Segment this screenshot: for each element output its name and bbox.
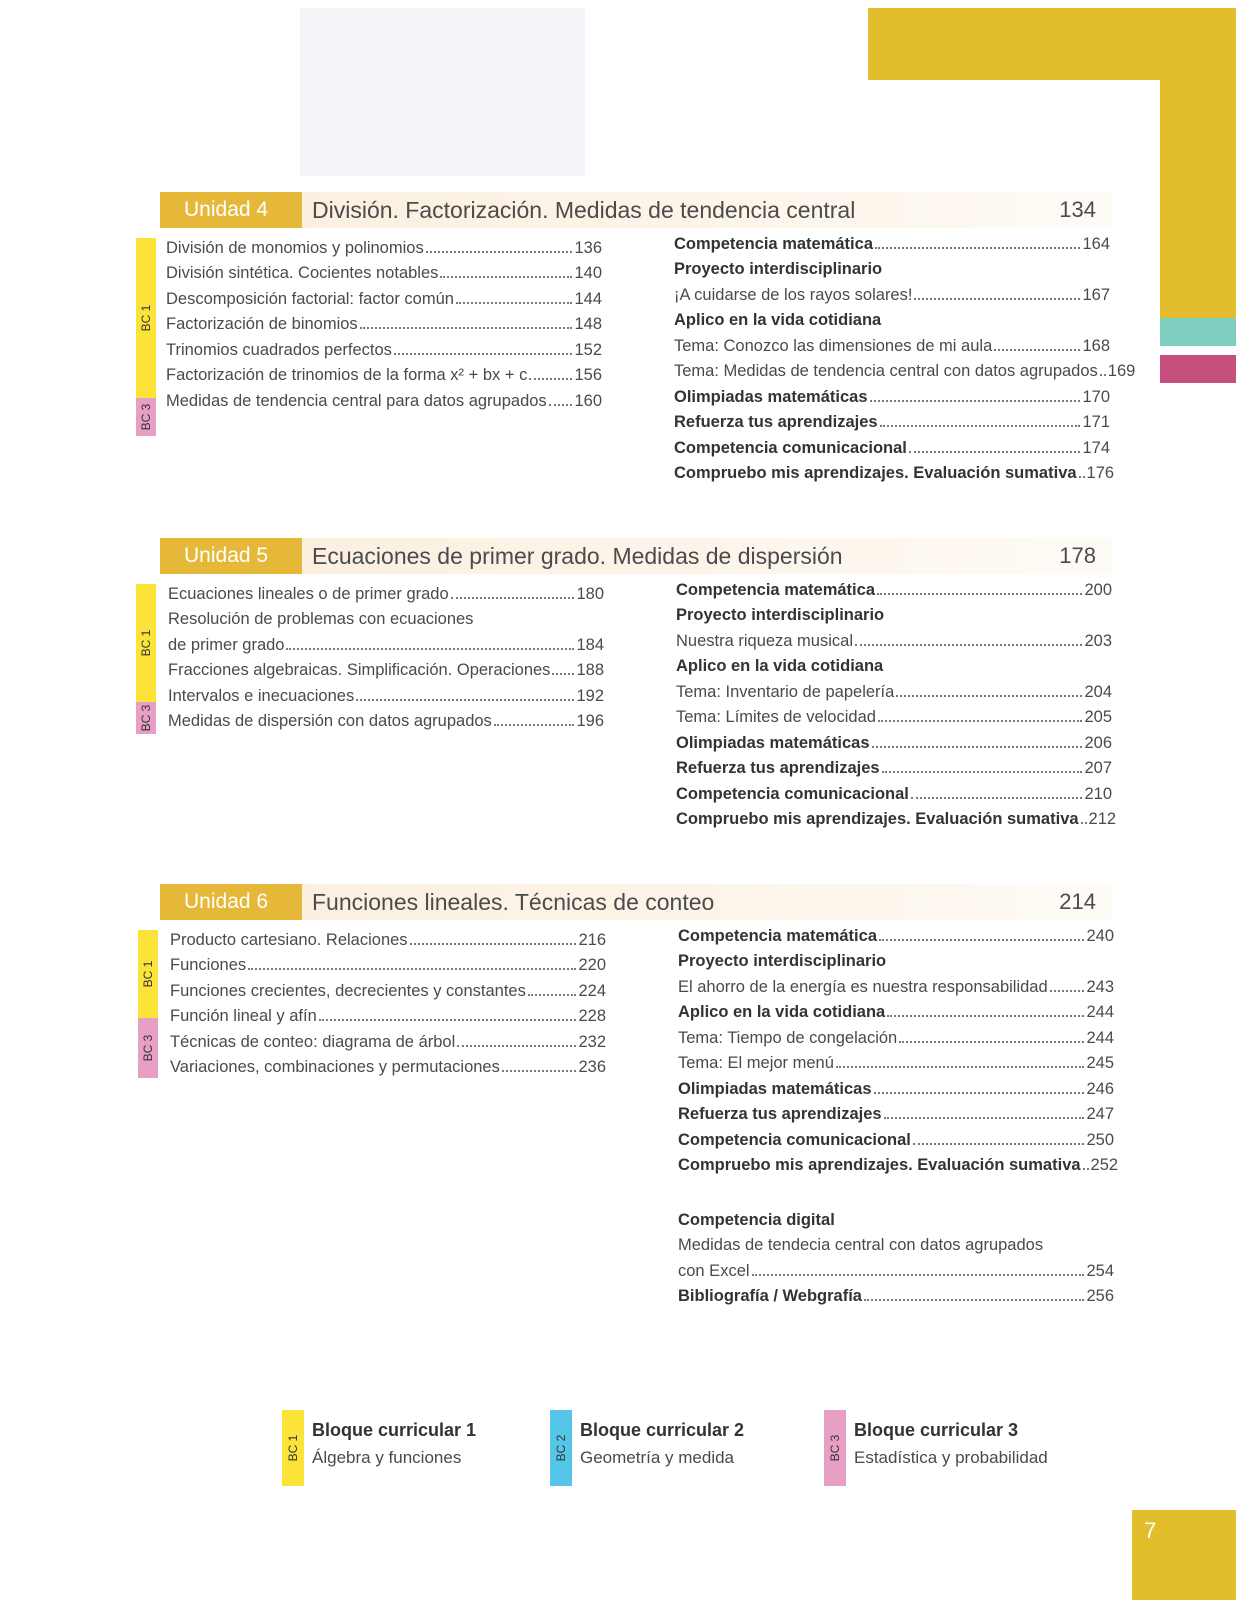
toc-heading: Proyecto interdisciplinario [676, 606, 885, 624]
legend-subtitle: Álgebra y funciones [312, 1448, 462, 1467]
toc-entry[interactable]: Trinomios cuadrados perfectos 152 [166, 340, 602, 359]
toc-entry[interactable]: Refuerza tus aprendizajes 207 [676, 759, 1112, 777]
bc1-marker: BC 1 [138, 930, 158, 1018]
toc-entry[interactable]: Compruebo mis aprendizajes. Evaluación sumativa 212 [676, 810, 1117, 828]
toc-entry[interactable]: Competencia comunicacional 174 [674, 438, 1110, 457]
toc-entry[interactable]: Olimpiadas matemáticas 246 [678, 1079, 1114, 1098]
toc-entry[interactable]: Tema: Límites de velocidad 205 [676, 708, 1112, 726]
toc-heading: Aplico en la vida cotidiana [676, 657, 884, 675]
toc-entry[interactable]: Tema: Tiempo de congelación 244 [678, 1028, 1114, 1047]
toc-entry[interactable]: Medidas de tendencia central para datos agrupados 160 [166, 391, 602, 410]
toc-entry[interactable]: Tema: Conozco las dimensiones de mi aula 168 [674, 336, 1110, 355]
toc-entry[interactable]: Intervalos e inecuaciones 192 [168, 686, 604, 705]
toc-entry[interactable]: Competencia matemática 164 [674, 234, 1110, 253]
unit-badge: Unidad 6 [160, 884, 302, 920]
unit-title: Ecuaciones de primer grado. Medidas de dispersión [312, 543, 843, 569]
toc-entry: Medidas de tendecia central con datos agrupados [678, 1236, 1044, 1254]
toc-entry[interactable]: División sintética. Cocientes notables 140 [166, 264, 602, 282]
legend-subtitle: Estadística y probabilidad [854, 1448, 1048, 1467]
unit-4-activities [674, 228, 1136, 483]
toc-entry[interactable]: Técnicas de conteo: diagrama de árbol 232 [170, 1032, 606, 1051]
background-panel [300, 8, 585, 176]
toc-entry[interactable]: Medidas de dispersión con datos agrupados 196 [168, 712, 604, 730]
bc3-marker: BC 3 [136, 702, 156, 734]
yellow-side-band [1160, 8, 1236, 320]
toc-entry[interactable]: Funciones crecientes, decrecientes y constantes 224 [170, 981, 606, 1000]
legend-title: Bloque curricular 3 [854, 1420, 1019, 1440]
unit-header [160, 192, 1112, 228]
toc-entry[interactable]: Competencia comunicacional 250 [678, 1130, 1114, 1149]
unit-5-topics [168, 578, 604, 731]
unit-header [160, 538, 1112, 574]
toc-heading: Competencia digital [678, 1210, 835, 1229]
teal-tab [1160, 318, 1236, 346]
unit-badge: Unidad 4 [160, 192, 302, 228]
bc2-swatch: BC 2 [550, 1410, 572, 1486]
toc-entry[interactable]: Nuestra riqueza musical 203 [676, 631, 1112, 650]
legend-title: Bloque curricular 2 [580, 1420, 745, 1440]
page-number: 7 [1144, 1518, 1157, 1543]
page-number-tab [1132, 1510, 1236, 1600]
unit-title: División. Factorización. Medidas de tendencia central [312, 197, 856, 223]
toc-entry[interactable]: Compruebo mis aprendizajes. Evaluación sumativa 252 [678, 1156, 1119, 1174]
unit-title: Funciones lineales. Técnicas de conteo [312, 889, 715, 915]
toc-entry[interactable]: Ecuaciones lineales o de primer grado 180 [168, 584, 604, 603]
toc-entry[interactable]: Olimpiadas matemáticas 170 [674, 387, 1110, 406]
toc-entry[interactable]: Competencia comunicacional 210 [676, 784, 1112, 803]
toc-heading: Proyecto interdisciplinario [674, 260, 883, 278]
toc-entry: Resolución de problemas con ecuaciones [168, 610, 474, 628]
toc-entry[interactable]: Aplico en la vida cotidiana 244 [678, 1003, 1114, 1021]
toc-entry[interactable]: Factorización de trinomios de la forma x² + bx + c 156 [166, 366, 602, 384]
bc3-marker: BC 3 [136, 398, 156, 436]
unit-6-activities [678, 920, 1119, 1175]
toc-entry[interactable]: Descomposición factorial: factor común 144 [166, 289, 602, 308]
toc-entry[interactable]: de primer grado 184 [168, 635, 604, 654]
toc-entry[interactable]: con Excel 254 [678, 1261, 1114, 1280]
unit-start-page: 134 [1059, 197, 1096, 222]
toc-entry[interactable]: División de monomios y polinomios 136 [166, 238, 602, 257]
unit-badge: Unidad 5 [160, 538, 302, 574]
toc-entry[interactable]: Tema: El mejor menú 245 [678, 1054, 1114, 1072]
toc-entry[interactable]: Función lineal y afín 228 [170, 1007, 606, 1025]
toc-heading: Aplico en la vida cotidiana [674, 311, 882, 329]
toc-entry[interactable]: Olimpiadas matemáticas 206 [676, 733, 1112, 752]
toc-entry[interactable]: Funciones 220 [170, 956, 606, 974]
toc-entry[interactable]: El ahorro de la energía es nuestra responsabilidad 243 [678, 977, 1114, 996]
toc-entry[interactable]: Refuerza tus aprendizajes 171 [674, 413, 1110, 431]
toc-entry[interactable]: Factorización de binomios 148 [166, 315, 602, 333]
toc-entry[interactable]: Producto cartesiano. Relaciones 216 [170, 930, 606, 949]
toc-entry[interactable]: Fracciones algebraicas. Simplificación. Operaciones 188 [168, 661, 604, 679]
bc3-swatch: BC 3 [824, 1410, 846, 1486]
toc-entry[interactable]: Bibliografía / Webgrafía 256 [678, 1287, 1114, 1305]
toc-entry[interactable]: ¡A cuidarse de los rayos solares! 167 [674, 285, 1110, 304]
toc-entry[interactable]: Tema: Inventario de papelería 204 [676, 682, 1112, 701]
bc3-marker: BC 3 [138, 1018, 158, 1078]
toc-heading: Proyecto interdisciplinario [678, 952, 887, 970]
unit-4-topics [166, 232, 602, 411]
bc1-swatch: BC 1 [282, 1410, 304, 1486]
legend-subtitle: Geometría y medida [580, 1448, 735, 1467]
toc-entry[interactable]: Competencia matemática 200 [676, 580, 1112, 599]
unit-5-activities [676, 574, 1117, 829]
unit-start-page: 214 [1059, 889, 1096, 914]
toc-entry[interactable]: Refuerza tus aprendizajes 247 [678, 1105, 1114, 1123]
toc-entry[interactable]: Compruebo mis aprendizajes. Evaluación sumativa 176 [674, 464, 1115, 482]
toc-entry[interactable]: Tema: Medidas de tendencia central con datos agrupados 169 [674, 362, 1136, 380]
bc1-marker: BC 1 [136, 584, 156, 702]
toc-entry[interactable]: Variaciones, combinaciones y permutaciones 236 [170, 1058, 606, 1076]
unit-start-page: 178 [1059, 543, 1096, 568]
magenta-tab [1160, 355, 1236, 383]
bc1-marker: BC 1 [136, 238, 156, 398]
unit-6-topics [170, 924, 606, 1077]
unit-header [160, 884, 1112, 920]
legend-title: Bloque curricular 1 [312, 1420, 477, 1440]
toc-entry[interactable]: Competencia matemática 240 [678, 926, 1114, 945]
digital-competence-list [678, 1204, 1114, 1306]
